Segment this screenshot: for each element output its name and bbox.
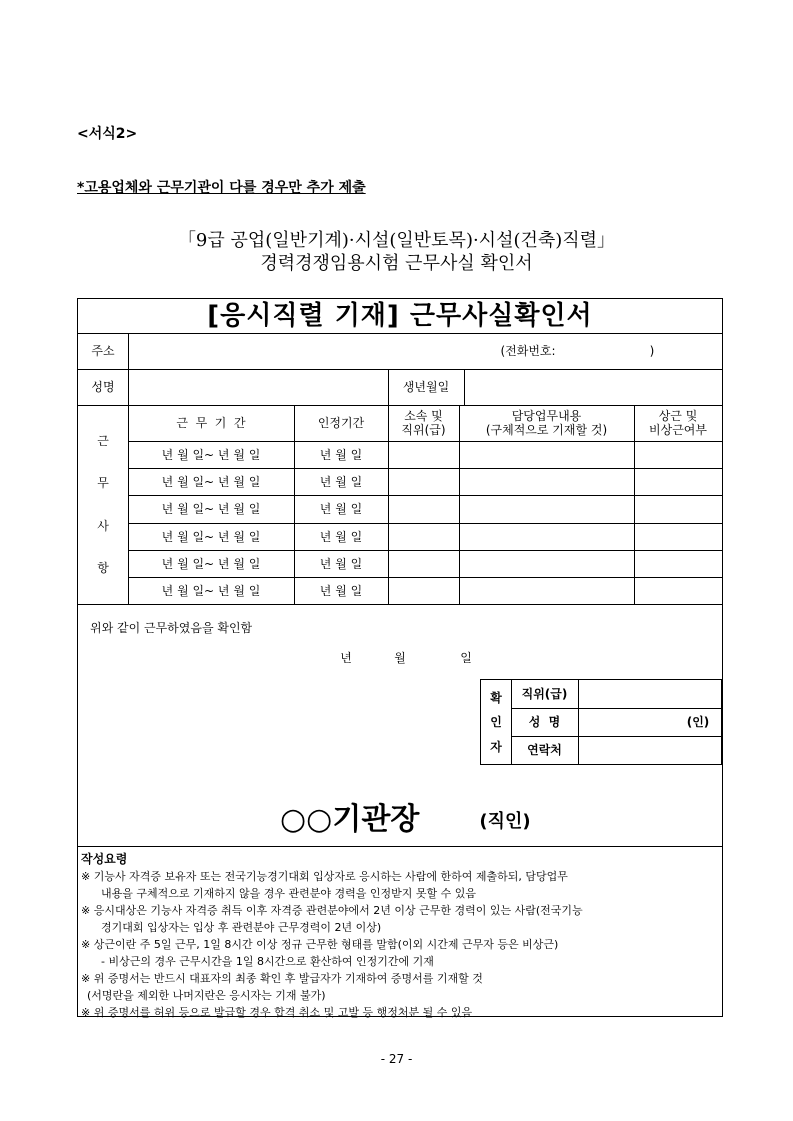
confirmer-contact-label: 연락처 [527,743,562,757]
guide-item: ※ 위 증명서를 허위 등으로 발급할 경우 합격 취소 및 고발 등 행정처분 될 수 있음 [81,1006,473,1019]
row-recognized[interactable]: 년 월 일 [319,583,363,598]
form-label: <서식2> [77,126,138,142]
confirmer-position-label: 직위(급) [521,687,568,701]
phone-close: ) [649,344,655,358]
guide-item: 경기대회 입상자는 입상 후 관련분야 근무경력이 2년 이상) [101,921,382,934]
confirmer-char: 인 [490,715,502,729]
guide-item: ※ 위 증명서는 반드시 대표자의 최종 확인 후 발급자가 기재하여 증명서를 기재할 것 [81,972,483,985]
address-label: 주소 [91,344,115,358]
date-month: 월 [394,651,406,665]
section-char: 항 [97,561,109,576]
guide-item: (서명란을 제외한 나머지란은 응시자는 기재 불가) [87,989,326,1002]
guide-item: 내용을 구체적으로 기재하지 않을 경우 관련분야 경력을 인정받지 못할 수 있음 [101,887,476,900]
row-period[interactable]: 년 월 일~ 년 월 일 [161,529,261,544]
date-year: 년 [340,651,352,665]
document-title-line2: 경력경쟁임용시험 근무사실 확인서 [260,253,533,274]
row-period[interactable]: 년 월 일~ 년 월 일 [161,583,261,598]
agency-seal: (직인) [479,811,531,832]
row-recognized[interactable]: 년 월 일 [319,529,363,544]
row-recognized[interactable]: 년 월 일 [319,502,363,516]
writing-guide [81,851,719,1021]
guide-item: ※ 상근이란 주 5일 근무, 1일 8시간 이상 정규 근무한 형태를 말함(이외 시간제 근무자 등은 비상근) [81,938,559,951]
confirmer-char: 자 [490,739,502,754]
section-char: 사 [97,518,109,533]
page-number: - 27 - [380,1052,413,1066]
agency-head: ○○기관장 [280,802,420,837]
row-recognized[interactable]: 년 월 일 [319,447,363,462]
row-recognized[interactable]: 년 월 일 [319,556,363,571]
birth-field[interactable] [466,371,720,403]
confirmer-name-label: 성 명 [528,715,561,729]
confirmer-seal: (인) [686,715,710,729]
name-field[interactable] [130,371,386,403]
phone-field[interactable] [568,339,644,363]
row-period[interactable]: 년 월 일~ 년 월 일 [161,447,261,462]
work-section-label [78,405,128,604]
address-field[interactable] [130,335,480,367]
guide-heading: 작성요령 [81,852,128,866]
col-affiliation: 소속 및 직위(급) [401,409,446,437]
col-fulltime: 상근 및 비상근여부 [649,409,707,437]
submission-notice: *고용업체와 근무기관이 다를 경우만 추가 제출 [77,180,366,196]
guide-item: ※ 기능사 자격증 보유자 또는 전국기능경기대회 입상자로 응시하는 사람에 한하여 제출하되, 담당업무 [81,870,568,883]
confirmer-char: 확 [490,690,502,705]
confirmer-label [481,680,511,764]
col-period: 근 무 기 간 [176,416,246,430]
confirmer-name-field[interactable] [579,709,679,735]
guide-item: - 비상근의 경우 근무시간을 1일 8시간으로 환산하여 인정기간에 기재 [101,955,434,968]
name-label: 성명 [91,380,115,394]
date-day: 일 [460,651,472,665]
row-period[interactable]: 년 월 일~ 년 월 일 [161,556,261,571]
row-recognized[interactable]: 년 월 일 [319,474,363,489]
confirmer-box [480,679,722,765]
certificate-form [77,298,723,1017]
document-title-line1: 「9급 공업(일반기계)·시설(일반토목)·시설(건축)직렬」 [177,230,616,251]
guide-item: ※ 응시대상은 기능사 자격증 취득 이후 자격증 관련분야에서 2년 이상 근무한 경력이 있는 사람(전국기능 [81,904,583,917]
form-title: [응시직렬 기재] 근무사실확인서 [207,301,593,331]
row-period[interactable]: 년 월 일~ 년 월 일 [161,474,261,489]
confirmer-position-field[interactable] [579,681,721,707]
birth-label: 생년월일 [402,380,450,394]
col-recognized: 인정기간 [317,416,365,430]
section-char: 무 [97,476,109,491]
col-duties: 담당업무내용 (구체적으로 기재할 것) [485,409,608,437]
section-char: 근 [97,433,109,448]
confirm-statement: 위와 같이 근무하였음을 확인함 [90,621,253,635]
phone-label: (전화번호: [500,344,556,358]
confirmer-contact-field[interactable] [579,737,721,763]
row-period[interactable]: 년 월 일~ 년 월 일 [161,502,261,516]
